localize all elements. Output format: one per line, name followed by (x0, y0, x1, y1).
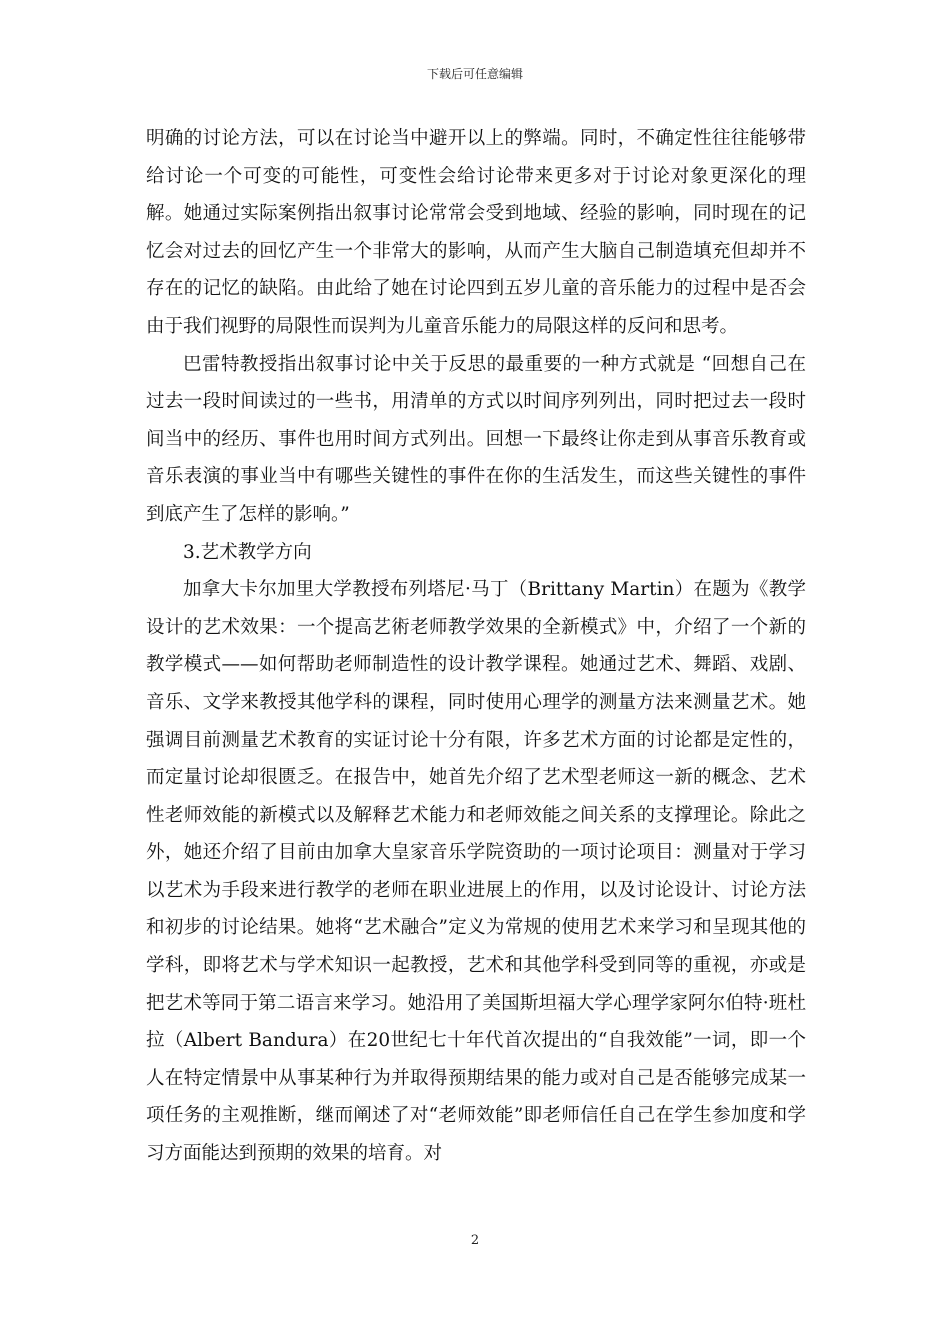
paragraph-2: 巴雷特教授指出叙事讨论中关于反思的最重要的一种方式就是 “回想自己在过去一段时间读过的一些书，用清单的方式以时间序列列出，同时把过去一段时间当中的经历、事件也用时间方式列出。回想一下最终让你走到从事音乐教育或音乐表演的事业当中有哪些关键性的事件在你的生活发生，而这些关键性的事件到底产生了怎样的影响。” (146, 353, 806, 525)
page-header: 下载后可任意编辑 (426, 67, 523, 81)
section-heading: 3.艺术教学方向 (183, 541, 312, 563)
document-body (146, 120, 806, 1173)
page-number: 2 (470, 1233, 480, 1248)
paragraph-3: 加拿大卡尔加里大学教授布列塔尼·马丁（Brittany Martin）在题为《教学设计的艺术效果：一个提高艺術老师教学效果的全新模式》中，介绍了一个新的教学模式——如何帮助老师制造性的设计教学课程。她通过艺术、舞蹈、戏剧、音乐、文学来教授其他学科的课程，同时使用心理学的测量方法来测量艺术。她强调目前测量艺术教育的实证讨论十分有限，许多艺术方面的讨论都是定性的，而定量讨论却很匮乏。在报告中，她首先介绍了艺术型老师这一新的概念、艺术性老师效能的新模式以及解释艺术能力和老师效能之间关系的支撑理论。除此之外，她还介绍了目前由加拿大皇家音乐学院资助的一项讨论项目：测量对于学习以艺术为手段来进行教学的老师在职业进展上的作用，以及讨论设计、讨论方法和初步的讨论结果。她将“艺术融合”定义为常规的使用艺术来学习和呈现其他的学科，即将艺术与学术知识一起教授，艺术和其他学科受到同等的重视，亦或是把艺术等同于第二语言来学习。她沿用了美国斯坦福大学心理学家阿尔伯特·班杜拉（Albert Bandura）在20世纪七十年代首次提出的“自我效能”一词，即一个人在特定情景中从事某种行为并取得预期结果的能力或对自己是否能够完成某一项任务的主观推断，继而阐述了对“老师效能”即老师信任自己在学生参加度和学习方面能达到预期的效果的培育。对 (146, 579, 806, 1165)
paragraph-1: 明确的讨论方法，可以在讨论当中避开以上的弊端。同时，不确定性往往能够带给讨论一个可变的可能性，可变性会给讨论带来更多对于讨论对象更深化的理解。她通过实际案例指出叙事讨论常常会受到地域、经验的影响，同时现在的记忆会对过去的回忆产生一个非常大的影响，从而产生大脑自己制造填充但却并不存在的记忆的缺陷。由此给了她在讨论四到五岁儿童的音乐能力的过程中是否会由于我们视野的局限性而误判为儿童音乐能力的局限这样的反问和思考。 (146, 128, 806, 337)
